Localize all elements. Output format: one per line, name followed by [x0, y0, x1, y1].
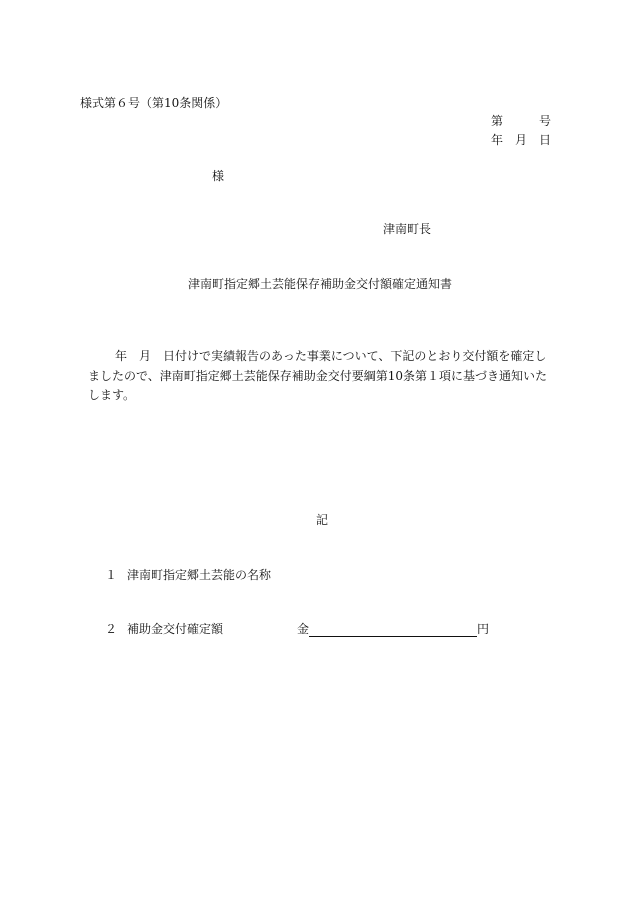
item-label: 補助金交付確定額	[127, 622, 224, 636]
item-label: 津南町指定郷土芸能の名称	[127, 568, 272, 582]
amount-blank-line	[309, 621, 477, 637]
body-line: 年 月 日付けで実績報告のあった事業について、下記のとおり交付額を確定し	[115, 349, 547, 363]
body-line: ましたので、津南町指定郷土芸能保存補助金交付要綱第10条第１項に基づき通知いた	[88, 369, 548, 383]
document-number: 第 号	[490, 114, 551, 128]
amount-prefix: 金	[297, 622, 310, 636]
item-number: ２	[105, 622, 118, 636]
document-date: 年 月 日	[490, 133, 551, 147]
issuer-name: 津南町長	[383, 222, 432, 236]
form-number: 様式第６号（第10条関係）	[80, 96, 228, 110]
ki-heading: 記	[316, 513, 329, 527]
item-number: １	[105, 568, 118, 582]
body-line: します。	[88, 388, 136, 402]
document-title: 津南町指定郷土芸能保存補助金交付額確定通知書	[188, 277, 453, 291]
addressee-suffix: 様	[212, 169, 225, 183]
amount-field	[297, 621, 489, 637]
amount-suffix: 円	[477, 622, 490, 636]
